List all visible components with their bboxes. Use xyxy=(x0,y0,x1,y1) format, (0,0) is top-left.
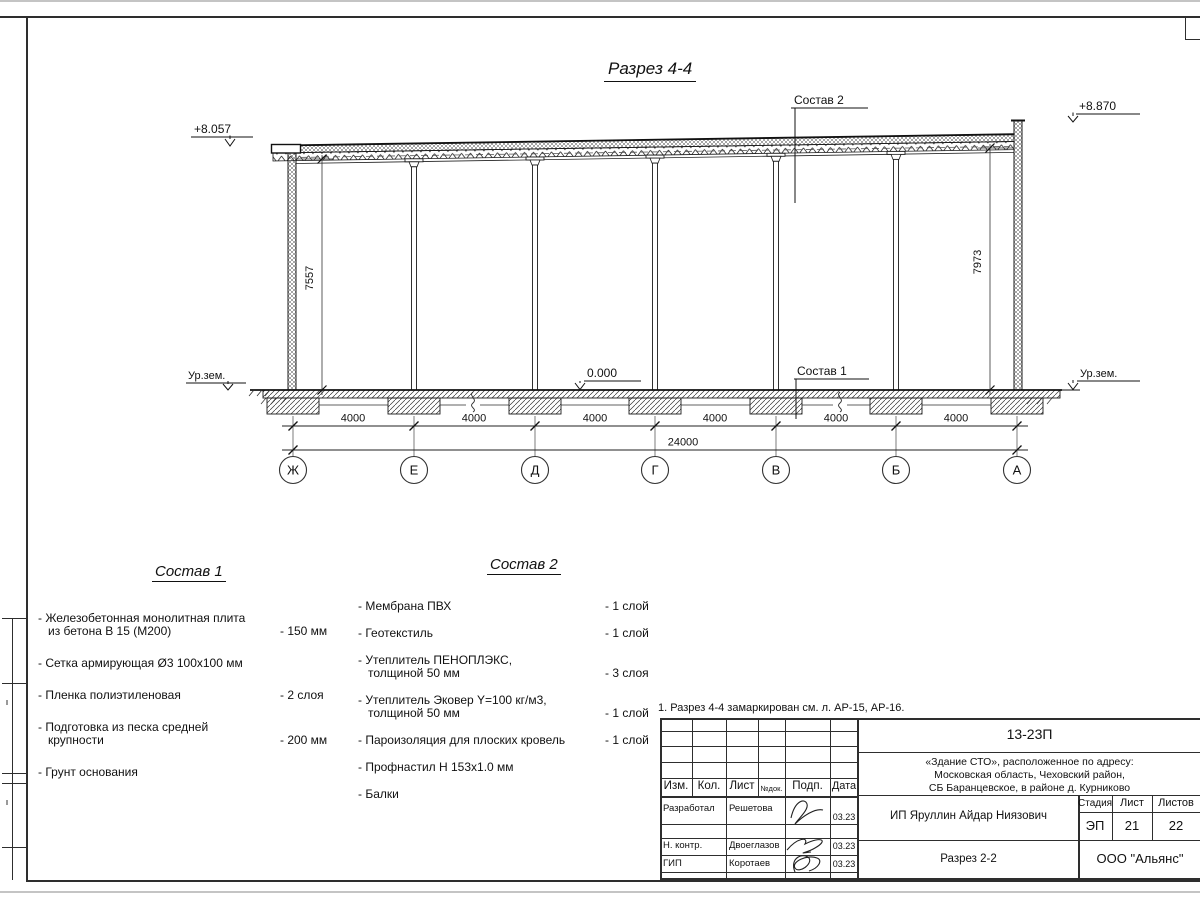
material-layers: - 1 слой xyxy=(605,626,649,640)
height-dim-left xyxy=(296,155,334,396)
foundation xyxy=(750,398,802,414)
tb-section-name: Разрез 2-2 xyxy=(940,853,997,865)
material-layers: - 1 слой xyxy=(605,733,649,747)
filing-strip-divider xyxy=(2,847,26,848)
filing-strip-line xyxy=(12,618,13,880)
tb-line xyxy=(859,752,1200,753)
material-item: - Утеплитель Эковер Y=100 кг/м3, толщиной 50 мм - 1 слой xyxy=(358,693,649,720)
window-bottom-edge xyxy=(0,891,1200,893)
ground-mark-left xyxy=(186,370,246,390)
height-dim-right xyxy=(972,144,1014,396)
tb-col-izm: Изм. xyxy=(663,780,689,792)
material-item: - Пленка полиэтиленовая - 2 слоя xyxy=(38,688,324,702)
sheet-note: 1. Разрез 4-4 замаркирован см. л. АР-15, АР-16. xyxy=(658,702,905,714)
tb-date: 03.23 xyxy=(832,859,856,869)
svg-text:24000: 24000 xyxy=(667,436,699,449)
material-item: - Профнастил Н 153х1.0 мм xyxy=(358,760,514,774)
tb-border xyxy=(660,878,1200,880)
column xyxy=(767,153,785,390)
tb-line xyxy=(859,840,1200,841)
elevation-mark-right xyxy=(1068,99,1140,122)
material-item: - Геотекстиль - 1 слой xyxy=(358,626,649,640)
material-item: - Подготовка из песка средней крупности - 200 мм xyxy=(38,720,328,747)
tb-line xyxy=(662,746,858,747)
tb-doc-number: 13-23П xyxy=(1006,726,1053,742)
signature xyxy=(794,856,820,872)
composition1-list xyxy=(38,612,343,798)
elevation-mark-zero xyxy=(575,366,641,390)
roof-edge-flashing xyxy=(272,145,301,154)
material-item: - Сетка армирующая Ø3 100х100 мм xyxy=(38,656,243,670)
composition2-list xyxy=(358,600,663,815)
material-item: - Утеплитель ПЕНОПЛЭКС, толщиной 50 мм - 3 слоя xyxy=(358,653,649,680)
svg-text:Состав 1: Состав 1 xyxy=(797,364,847,378)
foundation xyxy=(870,398,922,414)
material-item: - Грунт основания xyxy=(38,765,138,779)
foundations xyxy=(267,398,1043,414)
axis-label: Б xyxy=(891,462,901,478)
sheet-frame-bottom xyxy=(26,880,1200,882)
material-layers: - 3 слоя xyxy=(605,666,649,680)
material-item: - Балки xyxy=(358,787,399,801)
material-layers: - 1 слой xyxy=(605,599,649,613)
material-item: - Железобетонная монолитная плита из бетона В 15 (М200) - 150 мм xyxy=(38,611,328,638)
foundation xyxy=(509,398,561,414)
svg-text:4000: 4000 xyxy=(943,412,969,425)
foundation xyxy=(267,398,319,414)
axis-label: А xyxy=(1012,462,1022,478)
tb-border xyxy=(660,718,1200,720)
svg-text:4000: 4000 xyxy=(582,412,608,425)
signature-scribbles xyxy=(785,794,830,878)
tb-role: Разработал xyxy=(663,803,715,814)
left-wall xyxy=(288,153,296,390)
tb-col-data: Дата xyxy=(831,780,857,792)
tb-company: ООО "Альянс" xyxy=(1096,851,1184,866)
axis-label: Д xyxy=(530,462,540,478)
axis-label: Е xyxy=(409,462,419,478)
tb-date: 03.23 xyxy=(832,841,856,851)
material-thickness: - 200 мм xyxy=(280,733,328,747)
tb-col-kol: Кол. xyxy=(697,780,721,792)
tb-sheet-label: Лист xyxy=(1120,797,1144,809)
tb-line xyxy=(1078,812,1200,813)
axis-bubbles xyxy=(280,457,1031,484)
composition1-title: Состав 1 xyxy=(152,563,226,582)
tb-sheets-label: Листов xyxy=(1158,797,1194,809)
svg-text:7973: 7973 xyxy=(972,249,984,275)
tb-sheet-value: 21 xyxy=(1124,818,1140,833)
tb-date: 03.23 xyxy=(832,812,856,822)
ground-mark-right xyxy=(1022,368,1140,390)
column xyxy=(887,151,905,390)
tb-line xyxy=(859,795,1200,796)
filing-strip-divider xyxy=(2,618,26,619)
right-wall xyxy=(1011,121,1025,391)
tb-client: ИП Яруллин Айдар Ниязович xyxy=(890,810,1047,822)
columns xyxy=(405,151,905,390)
foundation xyxy=(629,398,681,414)
svg-text:Состав 2: Состав 2 xyxy=(794,93,844,107)
material-item: - Мембрана ПВХ - 1 слой xyxy=(358,599,649,613)
filing-strip-divider xyxy=(2,783,26,784)
tb-line xyxy=(662,731,858,732)
tb-role: Н. контр. xyxy=(663,840,703,851)
svg-text:4000: 4000 xyxy=(461,412,487,425)
filing-strip-divider xyxy=(2,683,26,684)
svg-text:0.000: 0.000 xyxy=(587,366,618,380)
tb-sheets-value: 22 xyxy=(1168,818,1184,833)
svg-text:+8.870: +8.870 xyxy=(1079,99,1117,113)
svg-text:7557: 7557 xyxy=(304,265,316,291)
foundation xyxy=(991,398,1043,414)
column xyxy=(526,157,544,390)
tb-line xyxy=(662,762,858,763)
material-thickness: - 150 мм xyxy=(280,624,328,638)
svg-text:Ур.зем.: Ур.зем. xyxy=(188,370,226,382)
tb-stage-label: Стадия xyxy=(1078,798,1113,809)
title-block xyxy=(660,718,1200,880)
tb-name: Коротаев xyxy=(729,858,771,869)
signature xyxy=(791,801,823,824)
tb-col-list: Лист xyxy=(729,780,755,792)
material-layers: - 1 слой xyxy=(605,706,649,720)
axis-label: Ж xyxy=(286,462,300,478)
material-item: - Пароизоляция для плоских кровель - 1 слой xyxy=(358,733,649,747)
tb-col-ndok: №док. xyxy=(760,784,783,793)
roof-assembly xyxy=(272,134,1015,163)
tb-col-podp: Подп. xyxy=(792,780,823,792)
elevation-mark-left xyxy=(191,122,253,146)
filing-strip-mark xyxy=(6,800,8,805)
composition2-title: Состав 2 xyxy=(487,556,561,575)
tb-name: Решетова xyxy=(729,803,773,814)
tb-project: «Здание СТО», расположенное по адресу: Московская область, Чеховский район, СБ Баранцевское, в районе д. Курниково xyxy=(925,756,1134,794)
column xyxy=(646,155,664,390)
svg-text:+8.057: +8.057 xyxy=(194,122,232,136)
tb-stage-value: ЭП xyxy=(1085,818,1105,833)
column xyxy=(405,159,423,390)
svg-text:4000: 4000 xyxy=(702,412,728,425)
foundation xyxy=(388,398,440,414)
drawing-title: Разрез 4-4 xyxy=(604,59,696,82)
filing-strip-divider xyxy=(2,773,26,774)
tb-name: Двоеглазов xyxy=(729,840,780,851)
signature xyxy=(787,839,822,853)
svg-text:4000: 4000 xyxy=(340,412,366,425)
svg-text:4000: 4000 xyxy=(823,412,849,425)
axis-label: В xyxy=(771,462,781,478)
svg-text:Ур.зем.: Ур.зем. xyxy=(1080,368,1118,380)
material-thickness: - 2 слоя xyxy=(280,688,324,702)
tb-line xyxy=(662,778,858,779)
tb-role: ГИП xyxy=(663,858,682,869)
filing-strip-mark xyxy=(6,700,8,705)
axis-label: Г xyxy=(651,462,659,478)
